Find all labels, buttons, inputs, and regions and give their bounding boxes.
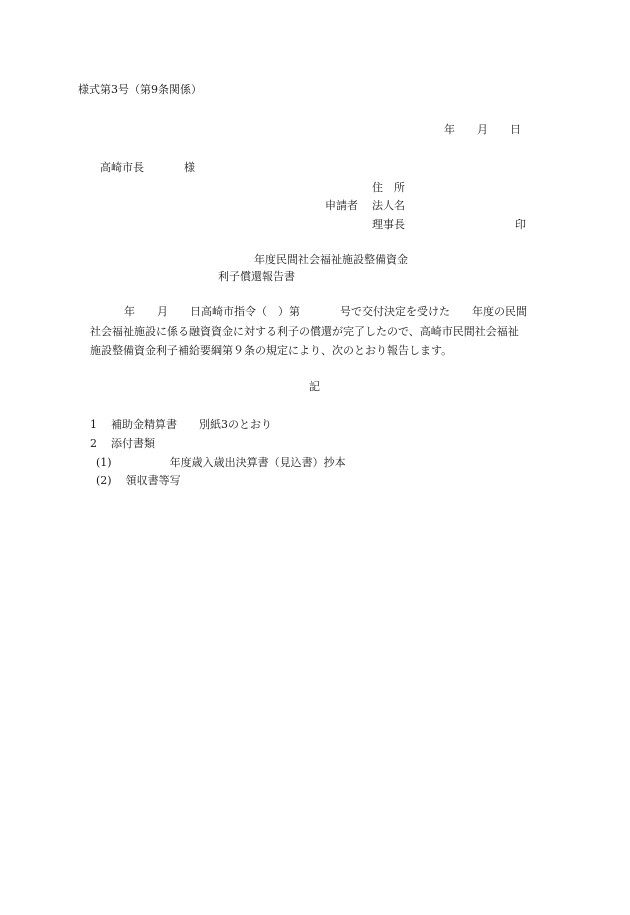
body-line-2: 社会福祉施設に係る融資資金に対する利子の償還が完了したので、高崎市民間社会福祉 — [90, 325, 519, 338]
body-line-1 — [124, 306, 527, 317]
seal-mark: 印 — [515, 218, 526, 231]
item-number: 2 — [90, 437, 97, 450]
item-label: 添付書類 — [111, 437, 155, 450]
body-year: 年 — [124, 305, 135, 318]
applicant-corp-label: 法人名 — [372, 199, 405, 212]
date-day: 日 — [510, 123, 521, 136]
subitem-1 — [96, 457, 346, 468]
applicant-director-label: 理事長 — [372, 218, 405, 231]
date-month: 月 — [477, 123, 488, 136]
date-year: 年 — [444, 123, 455, 136]
body-line-3: 施設整備資金利子補給要綱第９条の規定により、次のとおり報告します。 — [90, 344, 453, 357]
addressee-name: 高崎市長 — [100, 161, 144, 174]
item-1 — [90, 419, 272, 430]
document-title-line2: 利子償還報告書 — [218, 270, 295, 283]
item-detail: 別紙3のとおり — [199, 418, 272, 431]
form-number: 様式第3号（第9条関係） — [78, 83, 202, 96]
document-title-line1: 年度民間社会福祉施設整備資金 — [254, 253, 408, 266]
applicant-label: 申請者 — [325, 199, 358, 212]
item-label: 補助金精算書 — [111, 418, 177, 431]
addressee — [100, 162, 195, 173]
addressee-honorific: 様 — [184, 161, 195, 174]
subitem-2 — [96, 475, 181, 486]
subitem-text: 年度歳入歳出決算書（見込書）抄本 — [169, 456, 346, 469]
subitem-text: 領収書等写 — [125, 474, 181, 487]
applicant-address-label: 住 所 — [372, 181, 405, 194]
item-number: 1 — [90, 418, 97, 431]
body-decision: 号で交付決定を受けた — [340, 305, 450, 318]
date-line — [444, 124, 521, 135]
subitem-number: (2) — [96, 474, 112, 487]
body-directive: 日高崎市指令（ ）第 — [190, 305, 300, 318]
ki-mark: 記 — [309, 380, 320, 393]
item-2 — [90, 438, 155, 449]
body-month: 月 — [157, 305, 168, 318]
body-fiscal-year: 年度の民間 — [472, 305, 527, 318]
subitem-number: (1) — [96, 456, 112, 469]
